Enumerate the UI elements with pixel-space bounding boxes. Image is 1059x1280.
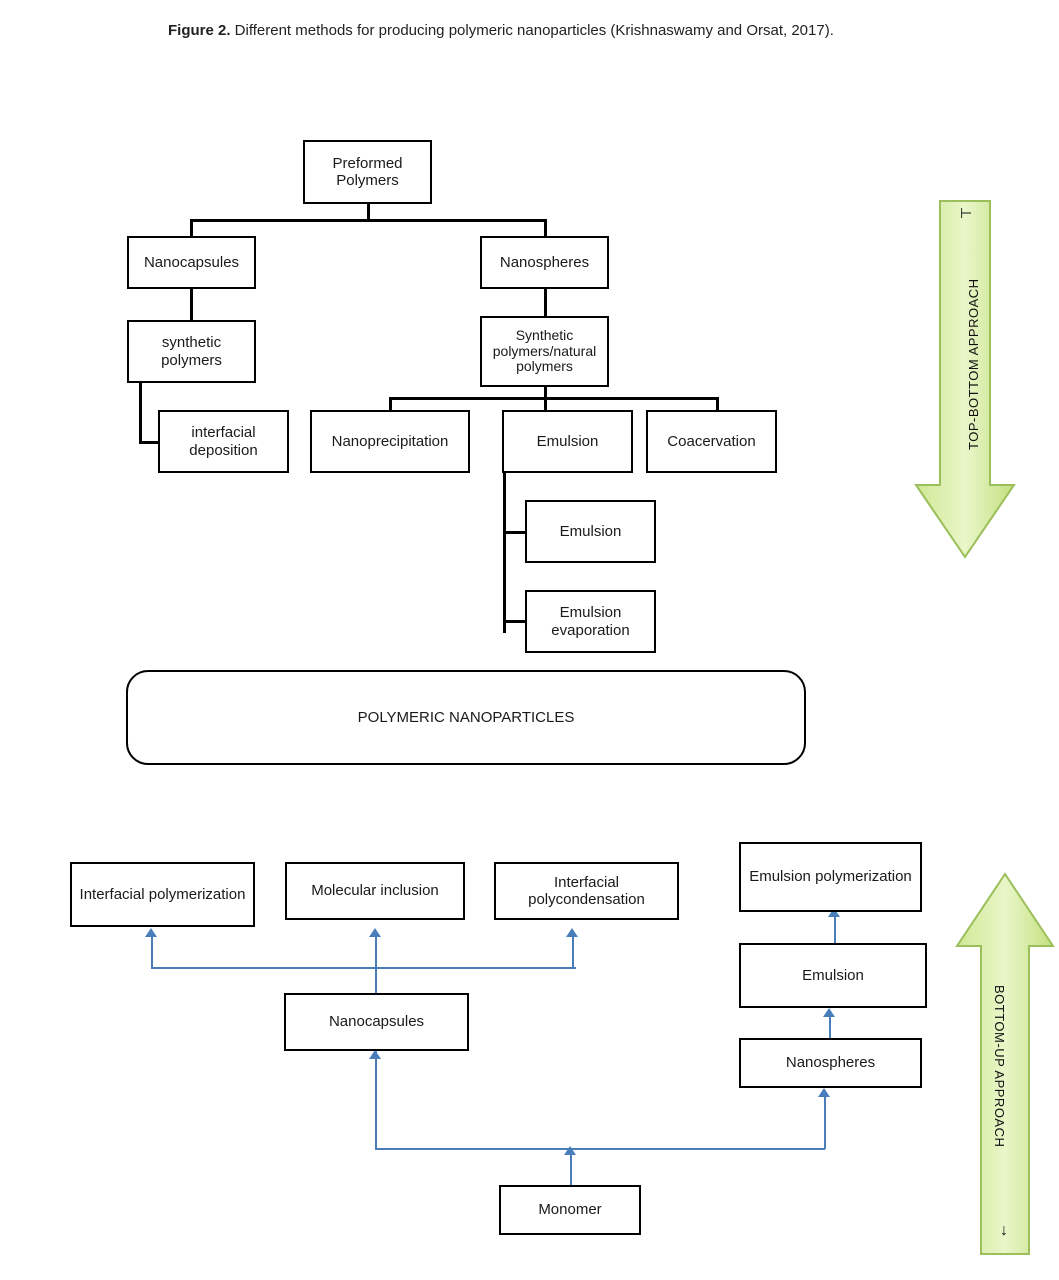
connector (503, 620, 526, 623)
node-nanocapsules-bottom[interactable] (284, 993, 469, 1051)
connector (151, 935, 153, 968)
bottom-up-approach-arrow (955, 870, 1059, 1260)
node-nanospheres[interactable] (480, 236, 609, 289)
connector (190, 219, 193, 236)
node-emulsion-evaporation[interactable] (525, 590, 656, 653)
connector (190, 219, 546, 222)
node-label: Monomer (538, 1201, 602, 1219)
top-arrow-cap-glyph: ⊢ (960, 205, 973, 221)
node-nanocapsules[interactable] (127, 236, 256, 289)
bottom-up-approach-label: BOTTOM-UP APPROACH (992, 985, 1007, 1148)
node-label: synthetic polymers (161, 334, 222, 369)
connector (389, 397, 717, 400)
connector (151, 967, 576, 969)
node-interfacial-polymerization[interactable] (70, 862, 255, 927)
connector (503, 531, 526, 534)
node-label: Interfacial polymerization (79, 885, 246, 903)
node-emulsion-polymerization[interactable] (739, 842, 922, 912)
node-label: Nanospheres (785, 1054, 876, 1072)
bottom-arrow-cap-glyph: ↓ (1000, 1222, 1008, 1239)
arrow-head-icon (145, 928, 157, 937)
connector (139, 383, 142, 443)
node-label: POLYMERIC NANOPARTICLES (357, 709, 575, 726)
arrow-head-icon (818, 1088, 830, 1097)
node-synthetic-natural-polymers[interactable] (480, 316, 609, 387)
figure-caption-label: Figure 2. (168, 22, 231, 39)
node-label: Emulsion (536, 432, 599, 450)
connector (375, 1148, 825, 1150)
node-label: Emulsion polymerization (749, 868, 912, 886)
top-bottom-approach-arrow (910, 195, 1020, 565)
connector (544, 219, 547, 236)
connector (375, 967, 377, 993)
node-nanoprecipitation[interactable] (310, 410, 470, 473)
connector (503, 473, 506, 633)
node-label: Nanocapsules (328, 1013, 425, 1031)
connector (375, 1075, 377, 1149)
node-label: Emulsion (559, 522, 622, 540)
node-coacervation[interactable] (646, 410, 777, 473)
node-polymeric-nanoparticles[interactable] (126, 670, 806, 765)
arrow-head-icon (566, 928, 578, 937)
node-nanospheres-bottom[interactable] (739, 1038, 922, 1088)
node-label: Nanospheres (499, 253, 590, 271)
node-label: Synthetic polymers/natural polymers (492, 327, 597, 375)
node-interfacial-polycondensation[interactable] (494, 862, 679, 920)
arrow-head-icon (564, 1146, 576, 1155)
node-interfacial-deposition[interactable] (158, 410, 289, 473)
node-label: Molecular inclusion (311, 882, 439, 900)
node-label: Coacervation (667, 432, 756, 450)
figure-caption-text: Different methods for producing polymeric nanoparticles (Krishnaswamy and Orsat, 2017). (230, 22, 834, 39)
connector (834, 915, 836, 943)
node-label: Preformed Polymers (332, 154, 403, 189)
node-label: Emulsion evaporation (551, 604, 630, 639)
node-label: Nanocapsules (143, 253, 240, 271)
node-emulsion-bottom[interactable] (739, 943, 927, 1008)
node-emulsion[interactable] (502, 410, 633, 473)
figure-caption (168, 22, 834, 39)
connector (572, 935, 574, 968)
connector (190, 289, 193, 320)
connector (389, 397, 392, 410)
top-bottom-approach-label: TOP-BOTTOM APPROACH (966, 278, 981, 450)
node-emulsion-sub[interactable] (525, 500, 656, 563)
node-monomer[interactable] (499, 1185, 641, 1235)
connector (139, 441, 160, 444)
node-label: Interfacial polycondensation (528, 873, 645, 908)
arrow-head-icon (369, 1050, 381, 1059)
connector (544, 397, 547, 410)
node-preformed-polymers[interactable] (303, 140, 432, 204)
node-label: Nanoprecipitation (331, 432, 449, 450)
node-synthetic-polymers[interactable] (127, 320, 256, 383)
connector (544, 289, 547, 316)
arrow-head-icon (823, 1008, 835, 1017)
node-molecular-inclusion[interactable] (285, 862, 465, 920)
node-label: interfacial deposition (189, 424, 258, 459)
connector (570, 1150, 572, 1185)
connector (716, 397, 719, 410)
connector (375, 935, 377, 968)
arrow-head-icon (369, 928, 381, 937)
connector (824, 1095, 826, 1149)
node-label: Emulsion (802, 966, 864, 984)
